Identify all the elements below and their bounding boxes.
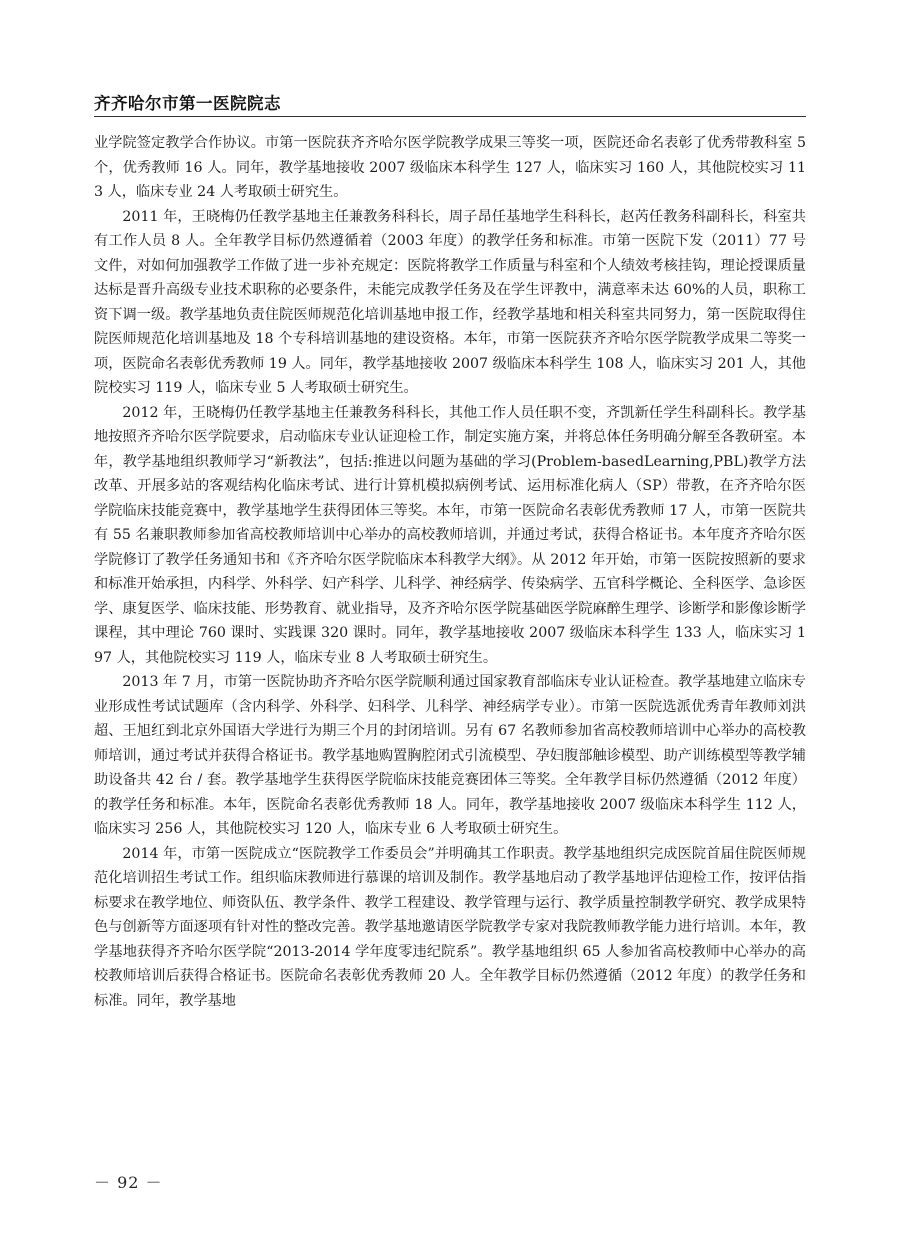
paragraph-2013: 2013 年 7 月，市第一医院协助齐齐哈尔医学院顺利通过国家教育部临床专业认证检查。教学基地建立临床专业形成性考试试题库（含内科学、外科学、妇科学、儿科学、神经病学专业）。市第一医院选派优秀青年教师刘洪超、王旭红到北京外国语大学进行为期三个月的封闭培训。另有 67 名教师参加省高校教师培训中心举办的高校教师培训，通过考试并获得合格证书。教学基地购置胸腔闭式引流模型、孕妇腹部触诊模型、助产训练模型等教学辅助设备共 42 台 / 套。教学基地学生获得医学院临床技能竞赛团体三等奖。全年教学目标仍然遵循（2012 年度）的教学任务和标准。本年，医院命名表彰优秀教师 18 人。同年，教学基地接收 2007 级临床本科学生 112 人，临床实习 256 人，其他院校实习 120 人，临床专业 6 人考取硕士研究生。 <box>94 674 806 837</box>
header-divider <box>94 116 806 117</box>
main-text <box>94 131 806 1013</box>
paragraph-2012: 2012 年，王晓梅仍任教学基地主任兼教务科科长，其他工作人员任职不变，齐凯新任学生科副科长。教学基地按照齐齐哈尔医学院要求，启动临床专业认证迎检工作，制定实施方案，并将总体任务明确分解至各教研室。本年，教学基地组织教师学习“新教法”，包括:推进以问题为基础的学习(Problem-basedLearning,PBL)教学方法改革、开展多站的客观结构化临床考试、进行计算机模拟病例考试、运用标准化病人（SP）带教，在齐齐哈尔医学院临床技能竞赛中，教学基地学生获得团体三等奖。本年，市第一医院命名表彰优秀教师 17 人，市第一医院共有 55 名兼职教师参加省高校教师培训中心举办的高校教师培训，并通过考试，获得合格证书。本年度齐齐哈尔医学院修订了教学任务通知书和《齐齐哈尔医学院临床本科教学大纲》。从 2012 年开始，市第一医院按照新的要求和标准开始承担，内科学、外科学、妇产科学、儿科学、神经病学、传染病学、五官科学概论、全科医学、急诊医学、康复医学、临床技能、形势教育、就业指导，及齐齐哈尔医学院基础医学院麻醉生理学、诊断学和影像诊断学课程，其中理论 760 课时、实践课 320 课时。同年，教学基地接收 2007 级临床本科学生 133 人，临床实习 197 人，其他院校实习 119 人，临床专业 8 人考取硕士研究生。 <box>94 404 806 666</box>
paragraph-continued: 业学院签定教学合作协议。市第一医院获齐齐哈尔医学院教学成果三等奖一项，医院还命名表彰了优秀带教科室 5 个，优秀教师 16 人。同年，教学基地接收 2007 级临床本科学生 127 人，临床实习 160 人，其他院校实习 113 人，临床专业 24 人考取硕士研究生。 <box>94 135 806 200</box>
book-title: 齐齐哈尔市第一医院院志 <box>94 94 281 113</box>
running-header <box>94 88 806 116</box>
paragraph-2014: 2014 年，市第一医院成立“医院教学工作委员会”并明确其工作职责。教学基地组织完成医院首届住院医师规范化培训招生考试工作。组织临床教师进行慕课的培训及制作。教学基地启动了教学基地评估迎检工作，按评估指标要求在教学地位、师资队伍、教学条件、教学工程建设、教学管理与运行、教学质量控制教学研究、教学成果特色与创新等方面逐项有针对性的整改完善。教学基地邀请医学院教学专家对我院教师教学能力进行培训。本年，教学基地获得齐齐哈尔医学院“2013-2014 学年度零违纪院系”。教学基地组织 65 人参加省高校教师中心举办的高校教师培训后获得合格证书。医院命名表彰优秀教师 20 人。全年教学目标仍然遵循（2012 年度）的教学任务和标准。同年，教学基地 <box>94 845 806 1009</box>
page-number: － 92 － <box>94 1173 163 1192</box>
paragraph-2011: 2011 年，王晓梅仍任教学基地主任兼教务科科长，周子昂任基地学生科科长，赵芮任教务科副科长，科室共有工作人员 8 人。全年教学目标仍然遵循着（2003 年度）的教学任务和标准。市第一医院下发（2011）77 号文件，对如何加强教学工作做了进一步补充规定：医院将教学工作质量与科室和个人绩效考核挂钩，理论授课质量达标是晋升高级专业技术职称的必要条件，未能完成教学任务及在学生评教中，满意率未达 60%的人员，职称工资下调一级。教学基地负责住院医师规范化培训基地申报工作，经教学基地和相关科室共同努力，第一医院取得住院医师规范化培训基地及 18 个专科培训基地的建设资格。本年，市第一医院获齐齐哈尔医学院教学成果二等奖一项，医院命名表彰优秀教师 19 人。同年，教学基地接收 2007 级临床本科学生 108 人，临床实习 201 人，其他院校实习 119 人，临床专业 5 人考取硕士研究生。 <box>94 208 806 396</box>
